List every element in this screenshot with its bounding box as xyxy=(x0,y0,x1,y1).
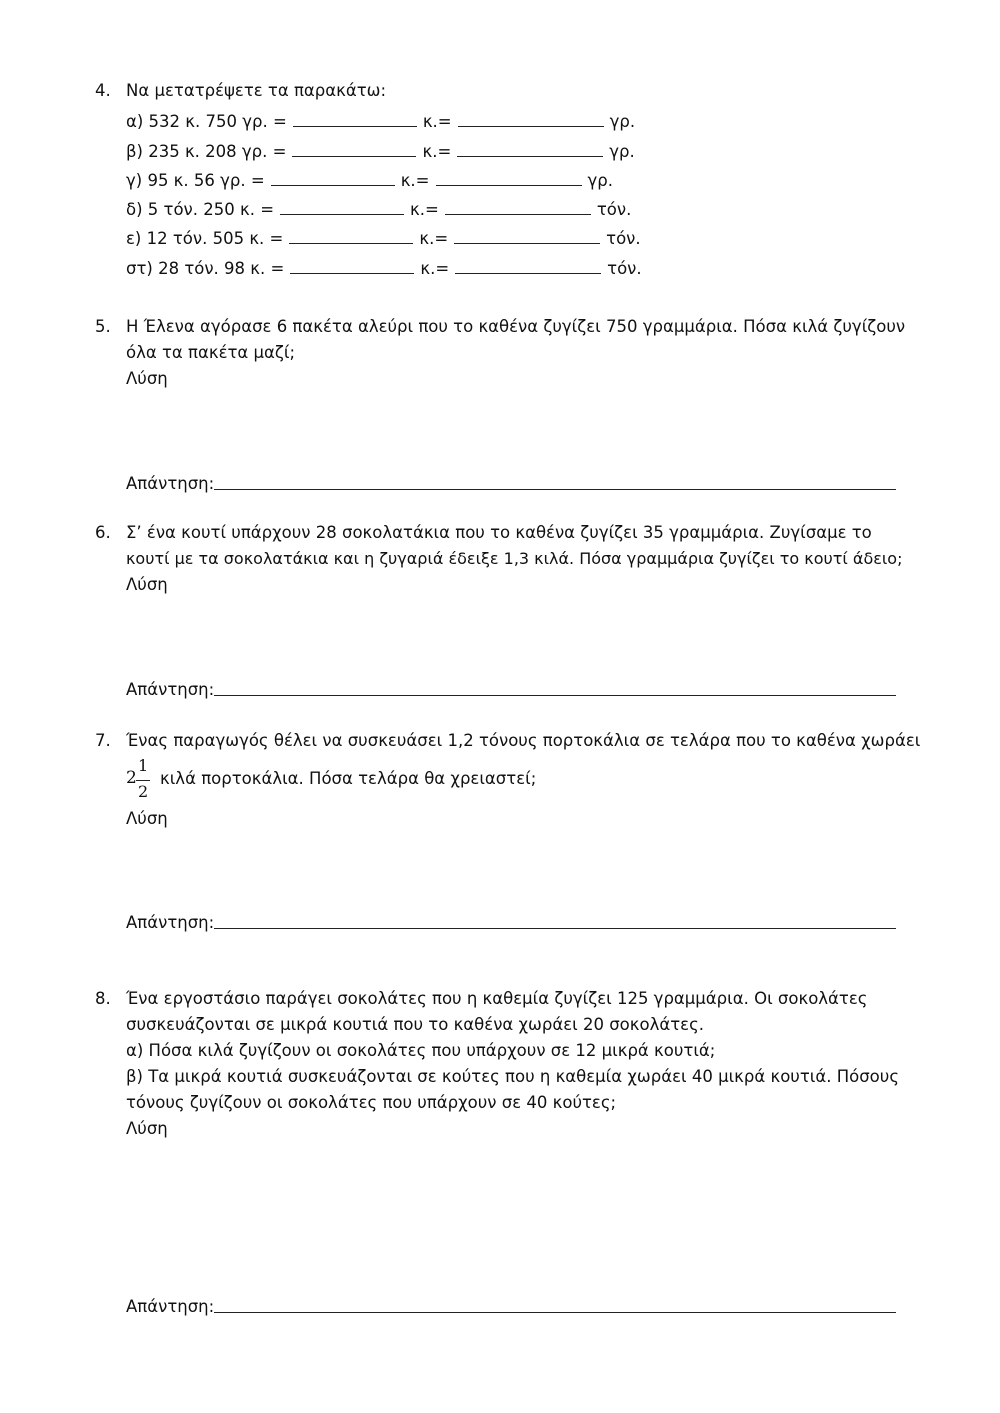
question-8-text-line-1: Ένα εργοστάσιο παράγει σοκολάτες που η καθεμία ζυγίζει 125 γραμμάρια. Οι σοκολάτες xyxy=(126,989,868,1008)
question-8-text-line-3: α) Πόσα κιλά ζυγίζουν οι σοκολάτες που υπάρχουν σε 12 μικρά κουτιά; xyxy=(126,1041,716,1060)
question-7-text-line-1: Ένας παραγωγός θέλει να συσκευάσει 1,2 τόνους πορτοκάλια σε τελάρα που το καθένα χωράει xyxy=(126,731,921,750)
conversion-end: τόν. xyxy=(606,229,641,248)
conversion-row-st xyxy=(126,257,642,280)
conversion-lead: ε) 12 τόν. 505 κ. = xyxy=(126,229,284,248)
question-5-text-line-2: όλα τα πακέτα μαζί; xyxy=(126,343,296,362)
question-8-text-line-4: β) Τα μικρά κουτιά συσκευάζονται σε κούτες που η καθεμία χωράει 40 μικρά κουτιά. Πόσους xyxy=(126,1067,900,1086)
fraction-numerator: 1 xyxy=(138,756,149,775)
question-7-answer-label: Απάντηση: xyxy=(126,913,215,932)
conversion-mid: κ.= xyxy=(422,112,452,131)
question-5-answer-label: Απάντηση: xyxy=(126,474,215,493)
conversion-row-d xyxy=(126,198,631,221)
question-5-text-line-1: Η Έλενα αγόρασε 6 πακέτα αλεύρι που το καθένα ζυγίζει 750 γραμμάρια. Πόσα κιλά ζυγίζουν xyxy=(126,317,906,336)
question-8-text-line-5: τόνους ζυγίζουν οι σοκολάτες που υπάρχουν σε 40 κούτες; xyxy=(126,1093,617,1112)
question-7-answer-line[interactable] xyxy=(214,912,896,929)
question-5-solution-label: Λύση xyxy=(126,369,168,388)
kilo-blank[interactable] xyxy=(290,257,414,274)
kilo-blank[interactable] xyxy=(280,198,404,215)
question-6-number: 6. xyxy=(95,523,111,542)
unit-blank[interactable] xyxy=(454,227,600,244)
question-8-answer-line[interactable] xyxy=(214,1296,896,1313)
fraction-bar xyxy=(136,780,150,781)
question-6-answer-label: Απάντηση: xyxy=(126,680,215,699)
question-4-prompt: Να μετατρέψετε τα παρακάτω: xyxy=(126,81,387,100)
conversion-mid: κ.= xyxy=(410,200,439,219)
conversion-row-a xyxy=(126,110,635,133)
fraction-denominator: 2 xyxy=(138,782,149,801)
question-8-answer-label: Απάντηση: xyxy=(126,1297,215,1316)
conversion-lead: δ) 5 τόν. 250 κ. = xyxy=(126,200,275,219)
unit-blank[interactable] xyxy=(436,169,582,186)
question-8-text-line-2: συσκευάζονται σε μικρά κουτιά που το καθένα χωράει 20 σοκολάτες. xyxy=(126,1015,705,1034)
question-5-number: 5. xyxy=(95,317,111,336)
question-4-number: 4. xyxy=(95,81,111,100)
conversion-lead: β) 235 κ. 208 γρ. = xyxy=(126,142,287,161)
question-7-text-line-2: κιλά πορτοκάλια. Πόσα τελάρα θα χρειαστεί; xyxy=(160,769,537,788)
conversion-mid: κ.= xyxy=(420,259,450,278)
question-7-number: 7. xyxy=(95,731,111,750)
fraction-whole: 2 xyxy=(126,768,137,788)
question-6-text-line-1: Σ’ ένα κουτί υπάρχουν 28 σοκολατάκια που το καθένα ζυγίζει 35 γραμμάρια. Ζυγίσαμε το xyxy=(126,523,872,542)
question-6-answer-line[interactable] xyxy=(214,679,896,696)
conversion-end: γρ. xyxy=(587,171,613,190)
conversion-end: γρ. xyxy=(609,112,636,131)
conversion-row-c xyxy=(126,169,613,192)
unit-blank[interactable] xyxy=(457,140,603,157)
conversion-row-b xyxy=(126,140,635,163)
kilo-blank[interactable] xyxy=(271,169,395,186)
kilo-blank[interactable] xyxy=(293,110,417,127)
question-7-solution-label: Λύση xyxy=(126,809,168,828)
unit-blank[interactable] xyxy=(445,198,591,215)
conversion-end: τόν. xyxy=(596,200,632,219)
conversion-mid: κ.= xyxy=(419,229,449,248)
kilo-blank[interactable] xyxy=(292,140,416,157)
question-8-number: 8. xyxy=(95,989,111,1008)
question-5-answer-line[interactable] xyxy=(214,473,896,490)
question-8-solution-label: Λύση xyxy=(126,1119,168,1138)
kilo-blank[interactable] xyxy=(289,227,413,244)
conversion-mid: κ.= xyxy=(400,171,430,190)
unit-blank[interactable] xyxy=(458,110,604,127)
conversion-lead: α) 532 κ. 750 γρ. = xyxy=(126,112,287,131)
question-6-solution-label: Λύση xyxy=(126,575,168,594)
conversion-end: τόν. xyxy=(607,259,642,278)
conversion-lead: γ) 95 κ. 56 γρ. = xyxy=(126,171,265,190)
unit-blank[interactable] xyxy=(455,257,601,274)
question-6-text-line-2: κουτί με τα σοκολατάκια και η ζυγαριά έδειξε 1,3 κιλά. Πόσα γραμμάρια ζυγίζει το κουτί άδειο; xyxy=(126,549,903,568)
conversion-row-e xyxy=(126,227,641,250)
conversion-lead: στ) 28 τόν. 98 κ. = xyxy=(126,259,285,278)
conversion-mid: κ.= xyxy=(422,142,452,161)
conversion-end: γρ. xyxy=(609,142,635,161)
